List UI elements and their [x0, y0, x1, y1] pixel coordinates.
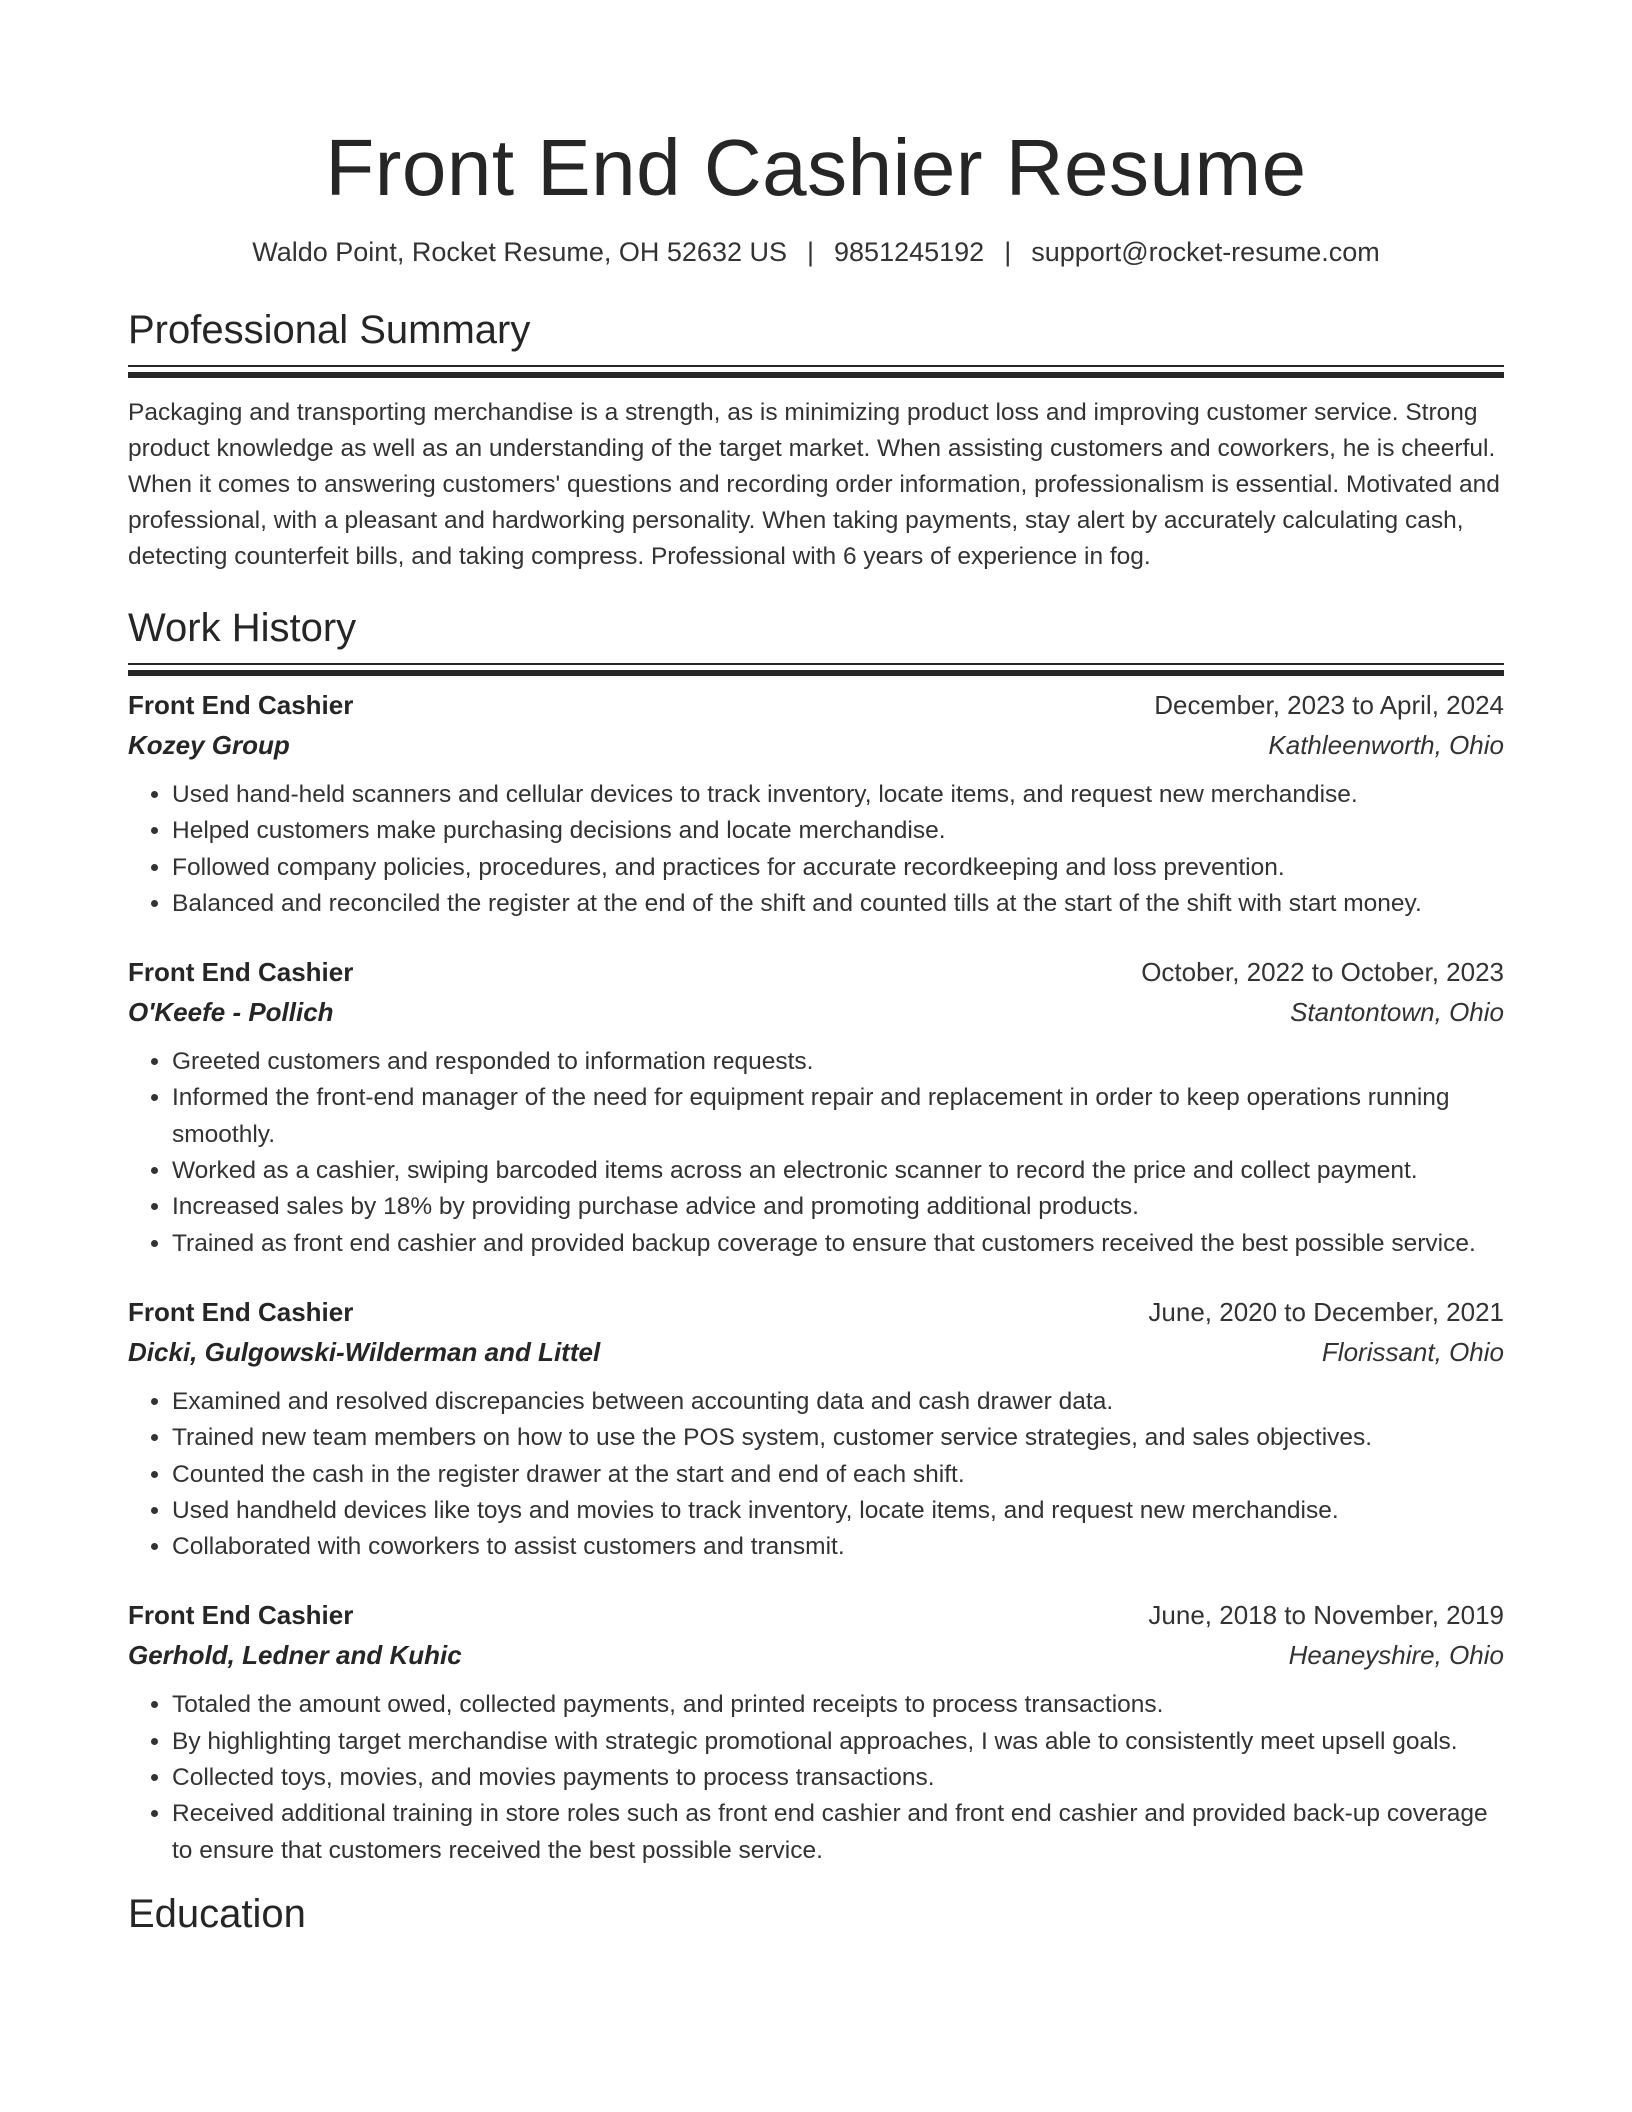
- list-item: • Counted the cash in the register drawer at the start and end of each shift.: [172, 1457, 1504, 1493]
- job-bullets: [128, 777, 1504, 922]
- job-bullets: [128, 1384, 1504, 1565]
- list-item: • Used hand-held scanners and cellular devices to track inventory, locate items, and request new merchandise.: [172, 777, 1504, 813]
- education-section: [128, 1889, 1504, 1939]
- list-item: • Followed company policies, procedures, and practices for accurate recordkeeping and loss prevention.: [172, 850, 1504, 886]
- list-item: • Balanced and reconciled the register at the end of the shift and counted tills at the start of the shift with start money.: [172, 886, 1504, 922]
- summary-text: Packaging and transporting merchandise is a strength, as is minimizing product loss and improving customer service. Strong product knowledge as well as an understanding of the target market. When assisting customers and coworkers, he is cheerful. When it comes to answering customers' questions and recording order information, professionalism is essential. Motivated and professional, with a pleasant and hardworking personality. When taking payments, stay alert by accurately calculating cash, detecting counterfeit bills, and taking compress. Professional with 6 years of experience in fog.: [128, 399, 1500, 570]
- job-header: [128, 685, 1504, 725]
- job-entry: [128, 685, 1504, 922]
- work-history-section: [128, 603, 1504, 1869]
- contact-email: support@rocket-resume.com: [1031, 237, 1380, 267]
- job-entry: [128, 1595, 1504, 1868]
- resume-page: [128, 0, 1504, 1939]
- job-title: Front End Cashier: [128, 1600, 354, 1631]
- list-item: • Trained new team members on how to use the POS system, customer service strategies, and sales objectives.: [172, 1420, 1504, 1456]
- job-subheader: [128, 1332, 1504, 1372]
- job-subheader: [128, 725, 1504, 765]
- job-dates: October, 2022 to October, 2023: [1141, 957, 1504, 988]
- list-item: • Helped customers make purchasing decisions and locate merchandise.: [172, 813, 1504, 849]
- list-item: • Received additional training in store roles such as front end cashier and front end cashier and provided back-up coverage to ensure that customers received the best possible service.: [172, 1796, 1504, 1869]
- list-item: • Increased sales by 18% by providing purchase advice and promoting additional products.: [172, 1189, 1504, 1225]
- job-entry: [128, 1292, 1504, 1565]
- list-item: • Informed the front-end manager of the need for equipment repair and replacement in order to keep operations running smoothly.: [172, 1080, 1504, 1153]
- education-heading: Education: [128, 1891, 306, 1936]
- job-dates: June, 2020 to December, 2021: [1148, 1296, 1504, 1327]
- job-company: Kozey Group: [128, 730, 290, 760]
- job-title: Front End Cashier: [128, 957, 354, 988]
- job-header: [128, 1595, 1504, 1635]
- job-bullets: [128, 1687, 1504, 1868]
- list-item: • Totaled the amount owed, collected payments, and printed receipts to process transactions.: [172, 1687, 1504, 1723]
- contact-line: [128, 232, 1504, 272]
- work-history-heading: Work History: [128, 606, 357, 650]
- contact-phone: 9851245192: [834, 237, 985, 267]
- job-title: Front End Cashier: [128, 1296, 354, 1327]
- job-subheader: [128, 992, 1504, 1032]
- list-item: • By highlighting target merchandise with strategic promotional approaches, I was able to consistently meet upsell goals.: [172, 1724, 1504, 1760]
- job-title: Front End Cashier: [128, 690, 354, 720]
- section-divider: [128, 663, 1504, 665]
- list-item: • Greeted customers and responded to information requests.: [172, 1044, 1504, 1080]
- resume-title: Front End Cashier Resume: [325, 123, 1307, 212]
- summary-heading: Professional Summary: [128, 308, 531, 352]
- job-company: Dicki, Gulgowski-Wilderman and Littel: [128, 1336, 601, 1367]
- list-item: • Worked as a cashier, swiping barcoded items across an electronic scanner to record the price and collect payment.: [172, 1153, 1504, 1189]
- list-item: • Used handheld devices like toys and movies to track inventory, locate items, and request new merchandise.: [172, 1493, 1504, 1529]
- contact-address: Waldo Point, Rocket Resume, OH 52632 US: [252, 237, 787, 267]
- job-location: Stantontown, Ohio: [1290, 997, 1504, 1028]
- job-bullets: [128, 1044, 1504, 1262]
- job-dates: December, 2023 to April, 2024: [1154, 690, 1504, 720]
- list-item: • Collaborated with coworkers to assist customers and transmit.: [172, 1529, 1504, 1565]
- contact-separator: |: [807, 237, 815, 267]
- summary-section: [128, 305, 1504, 575]
- job-company: O'Keefe - Pollich: [128, 997, 334, 1028]
- section-divider: [128, 365, 1504, 367]
- job-location: Heaneyshire, Ohio: [1288, 1640, 1504, 1671]
- job-entry: [128, 952, 1504, 1262]
- list-item: • Collected toys, movies, and movies payments to process transactions.: [172, 1760, 1504, 1796]
- list-item: • Examined and resolved discrepancies between accounting data and cash drawer data.: [172, 1384, 1504, 1420]
- job-dates: June, 2018 to November, 2019: [1148, 1600, 1504, 1631]
- job-header: [128, 1292, 1504, 1332]
- list-item: • Trained as front end cashier and provided backup coverage to ensure that customers received the best possible service.: [172, 1226, 1504, 1262]
- job-company: Gerhold, Ledner and Kuhic: [128, 1640, 462, 1671]
- job-subheader: [128, 1635, 1504, 1675]
- contact-separator: |: [1004, 237, 1012, 267]
- job-location: Florissant, Ohio: [1321, 1336, 1504, 1367]
- job-header: [128, 952, 1504, 992]
- job-location: Kathleenworth, Ohio: [1268, 730, 1504, 760]
